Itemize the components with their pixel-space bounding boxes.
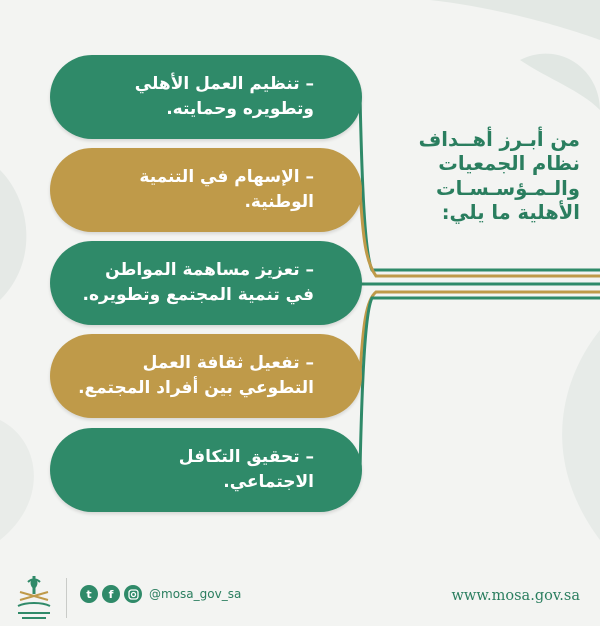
facebook-icon[interactable]: f [102,585,120,603]
goal-2-line-1: – الإسهام في التنمية [139,167,314,188]
social-links [80,585,241,603]
website-link[interactable]: www.mosa.gov.sa [451,588,580,604]
social-handle[interactable]: @mosa_gov_sa [149,587,242,601]
goal-1-line-2: وتطويره وحمايته. [166,99,314,119]
goal-1-line-1: – تنظيم العمل الأهلي [134,74,314,95]
goal-2-line-2: الوطنية. [244,192,314,212]
goals-heading [380,128,580,226]
goal-4-line-2: التطوعي بين أفراد المجتمع. [78,378,314,398]
goal-item-2 [50,148,362,232]
goal-5-line-1: – تحقيق التكافل [178,447,314,468]
footer-divider [66,578,67,618]
twitter-icon[interactable]: t [80,585,98,603]
goal-item-4 [50,334,362,418]
heading-line-2: نظام الجمعيات [438,152,580,176]
heading-line-4: الأهلية ما يلي: [441,201,580,225]
goal-5-line-2: الاجتماعي. [223,472,314,492]
instagram-icon[interactable] [124,585,142,603]
goal-4-line-1: – تفعيل ثقافة العمل [142,353,314,374]
footer [0,568,600,626]
goal-3-line-2: في تنمية المجتمع وتطويره. [82,285,314,305]
goal-item-5 [50,428,362,512]
ministry-logo-icon [10,572,58,622]
heading-line-3: والـمـؤسـسـات [435,176,580,200]
heading-line-1: من أبـرز أهــداف [418,128,580,151]
goal-item-3 [50,241,362,325]
goal-3-line-1: – تعزيز مساهمة المواطن [105,260,314,281]
goal-item-1 [50,55,362,139]
